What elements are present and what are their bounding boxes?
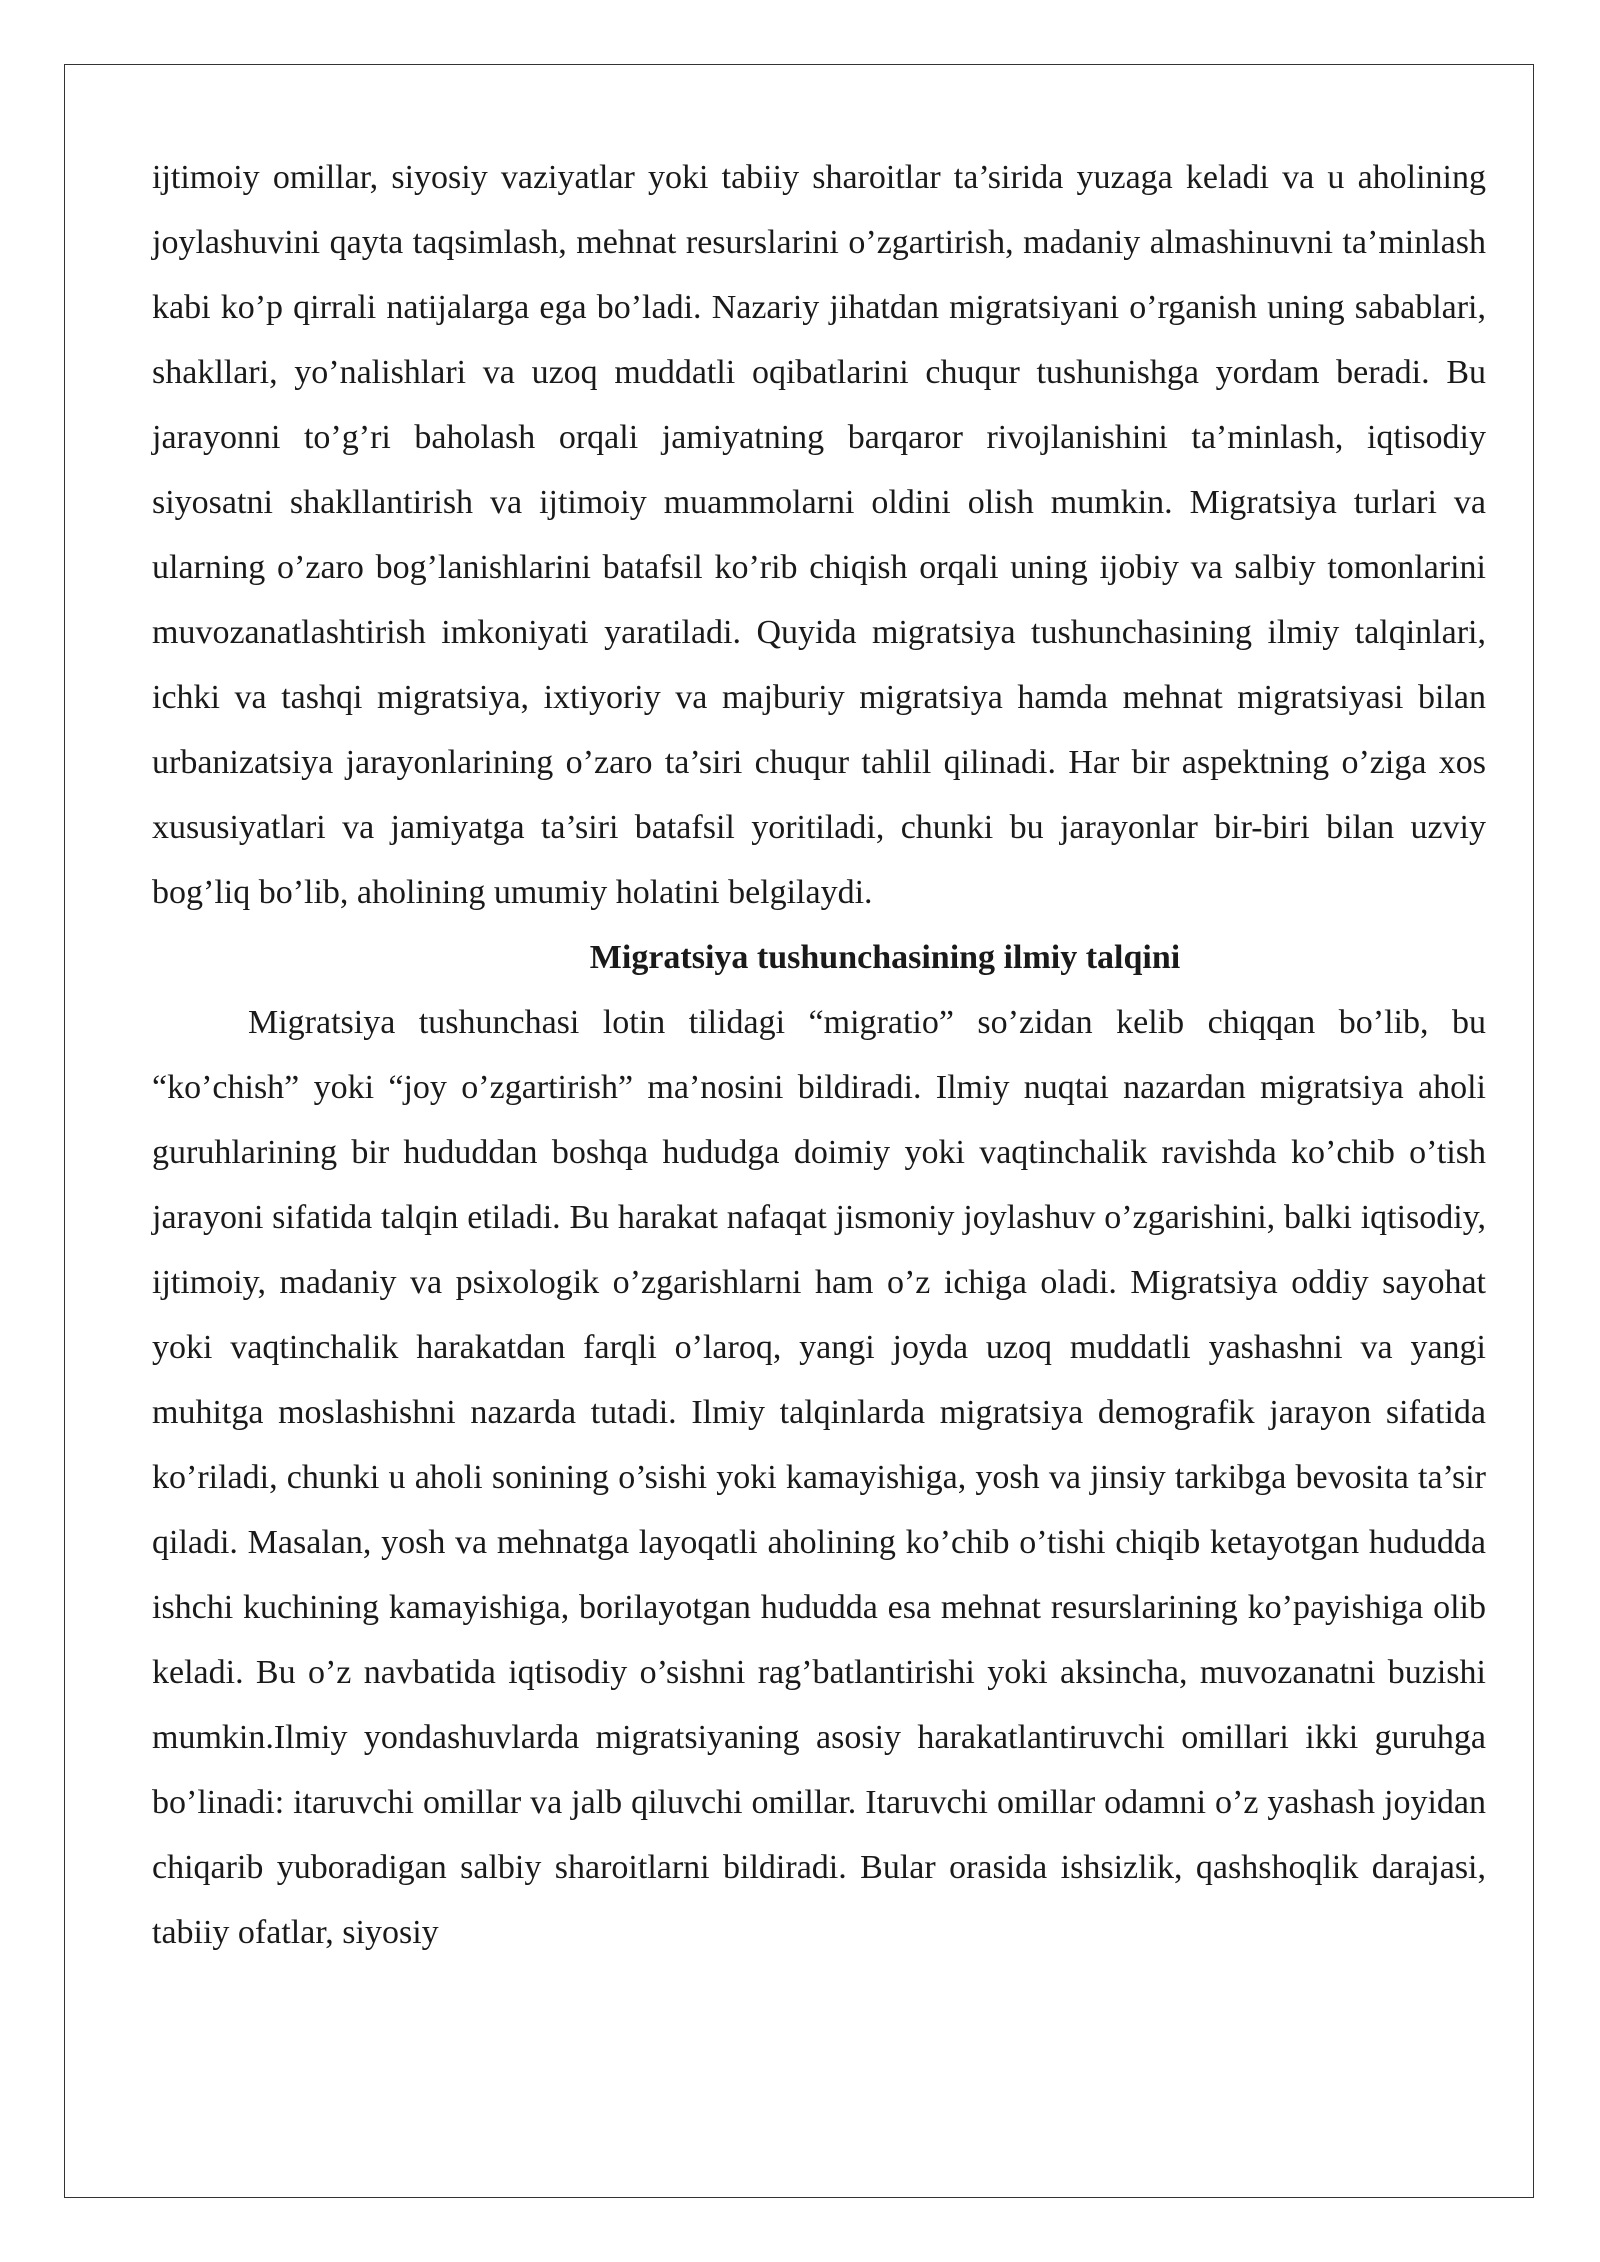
body-paragraph-intro: ijtimoiy omillar, siyosiy vaziyatlar yoki tabiiy sharoitlar ta’sirida yuzaga keladi va u aholining joylashuvini qayta taqsimlash, mehnat resurslarini o’zgartirish, madaniy almashinuvni ta’minlash kabi ko’p qirrali natijalarga ega bo’ladi. Nazariy jihatdan migratsiyani o’rganish uning sabablari, shakllari, yo’nalishlari va uzoq muddatli oqibatlarini chuqur tushunishga yordam beradi. Bu jarayonni to’g’ri baholash orqali jamiyatning barqaror rivojlanishini ta’minlash, iqtisodiy siyosatni shakllantirish va ijtimoiy muammolarni oldini olish mumkin. Migratsiya turlari va ularning o’zaro bog’lanishlarini batafsil ko’rib chiqish orqali uning ijobiy va salbiy tomonlarini muvozanatlashtirish imkoniyati yaratiladi. Quyida migratsiya tushunchasining ilmiy talqinlari, ichki va tashqi migratsiya, ixtiyoriy va majburiy migratsiya hamda mehnat migratsiyasi bilan urbanizatsiya jarayonlarining o’zaro ta’siri chuqur tahlil qilinadi. Har bir aspektning o’ziga xos xususiyatlari va jamiyatga ta’siri batafsil yoritiladi, chunki bu jarayonlar bir-biri bilan uzviy bog’liq bo’lib, aholining umumiy holatini belgilaydi.: [152, 159, 1486, 911]
section-heading: Migratsiya tushunchasining ilmiy talqini: [589, 939, 1181, 976]
document-body: [152, 145, 1486, 1965]
body-paragraph-definition: Migratsiya tushunchasi lotin tilidagi “migratio” so’zidan kelib chiqqan bo’lib, bu “ko’chish” yoki “joy o’zgartirish” ma’nosini bildiradi. Ilmiy nuqtai nazardan migratsiya aholi guruhlarining bir hududdan boshqa hududga doimiy yoki vaqtinchalik ravishda ko’chib o’tish jarayoni sifatida talqin etiladi. Bu harakat nafaqat jismoniy joylashuv o’zgarishini, balki iqtisodiy, ijtimoiy, madaniy va psixologik o’zgarishlarni ham o’z ichiga oladi. Migratsiya oddiy sayohat yoki vaqtinchalik harakatdan farqli o’laroq, yangi joyda uzoq muddatli yashashni va yangi muhitga moslashishni nazarda tutadi. Ilmiy talqinlarda migratsiya demografik jarayon sifatida ko’riladi, chunki u aholi sonining o’sishi yoki kamayishiga, yosh va jinsiy tarkibga bevosita ta’sir qiladi. Masalan, yosh va mehnatga layoqatli aholining ko’chib o’tishi chiqib ketayotgan hududda ishchi kuchining kamayishiga, borilayotgan hududda esa mehnat resurslarining ko’payishiga olib keladi. Bu o’z navbatida iqtisodiy o’sishni rag’batlantirishi yoki aksincha, muvozanatni buzishi mumkin.Ilmiy yondashuvlarda migratsiyaning asosiy harakatlantiruvchi omillari ikki guruhga bo’linadi: itaruvchi omillar va jalb qiluvchi omillar. Itaruvchi omillar odamni o’z yashash joyidan chiqarib yuboradigan salbiy sharoitlarni bildiradi. Bular orasida ishsizlik, qashshoqlik darajasi, tabiiy ofatlar, siyosiy: [152, 1004, 1486, 1951]
